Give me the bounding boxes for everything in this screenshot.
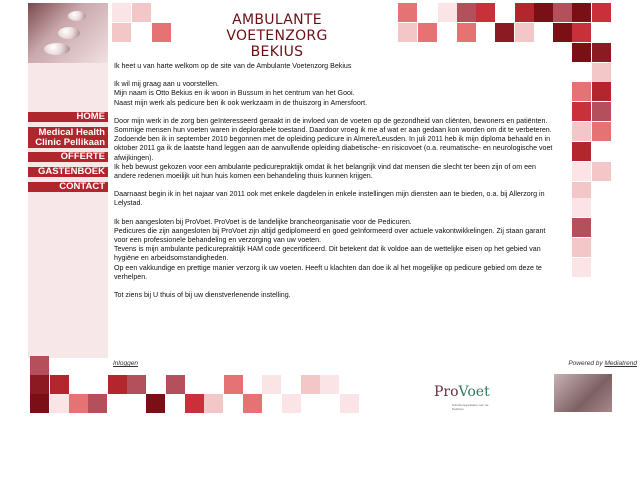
decor-square [282, 394, 301, 413]
main-content [114, 62, 554, 309]
decor-square [457, 3, 476, 22]
decor-square [592, 162, 611, 181]
decor-square [398, 3, 417, 22]
site-title [182, 12, 372, 60]
decor-square [515, 23, 534, 42]
decor-square [572, 238, 591, 257]
decor-square [204, 394, 223, 413]
decor-square [515, 3, 534, 22]
decor-square [398, 23, 417, 42]
water-drop-icon [44, 43, 70, 55]
decor-square [572, 82, 591, 101]
decor-square [572, 122, 591, 141]
decor-square [243, 394, 262, 413]
nav-contact[interactable]: CONTACT [28, 182, 108, 192]
decor-square [224, 375, 243, 394]
nav-home[interactable]: HOME [28, 112, 108, 122]
decor-square [301, 375, 320, 394]
powered-by-label: Powered by [568, 360, 603, 367]
provoet-wordmark [434, 384, 490, 400]
nav-medical-health-line1: Medical Health [38, 127, 105, 138]
decor-square [592, 122, 611, 141]
decor-square [127, 375, 146, 394]
decor-square [592, 82, 611, 101]
decor-square [572, 102, 591, 121]
decor-square [320, 375, 339, 394]
nav-gastenboek[interactable]: GASTENBOEK [28, 167, 108, 177]
decor-square [185, 394, 204, 413]
decor-square [495, 23, 514, 42]
decor-square [112, 23, 131, 42]
decor-square [572, 43, 591, 62]
site-title-line2: BEKIUS [250, 44, 304, 60]
decor-square [572, 142, 591, 161]
decor-square [88, 394, 107, 413]
decor-square [262, 375, 281, 394]
water-drops-logo [28, 3, 108, 63]
decor-square [69, 394, 88, 413]
mediatrend-link[interactable]: Mediatrend [604, 360, 637, 367]
intro-paragraph: Ik wil mij graag aan u voorstellen. Mijn naam is Otto Bekius en ik woon in Bussum in het centrum van het Gooi. Naast mijn werk als pedicure ben ik ook werkzaam in de thuiszorg in Amersfoort. [114, 80, 368, 107]
decor-square [146, 394, 165, 413]
nav-medical-health-line2: Clinic Pellikaan [35, 137, 105, 148]
provoet-tagline: brancheorganisatie voor de Pedicure [452, 403, 489, 411]
decor-square [50, 394, 69, 413]
site-title-line1: AMBULANTE VOETENZORG [226, 12, 328, 44]
decor-square [340, 394, 359, 413]
decor-square [572, 218, 591, 237]
decor-square [572, 3, 591, 22]
decor-square [476, 3, 495, 22]
decor-square [553, 3, 572, 22]
decor-square [592, 63, 611, 82]
decor-square [438, 3, 457, 22]
decor-square [592, 43, 611, 62]
decor-square [30, 375, 49, 394]
decor-square [534, 3, 553, 22]
provoet-voet: Voet [458, 384, 490, 400]
login-link[interactable]: Inloggen [113, 360, 138, 367]
decor-square [30, 394, 49, 413]
provoet-paragraph: Ik ben aangesloten bij ProVoet. ProVoet is de landelijke brancheorganisatie voor de Pedicuren. Pedicures die zijn aangesloten bij ProVoet zijn altijd gediplomeerd en goed geïnformeerd over actuele vakontwikkelingen. Zij staan garant voor een professionele behandeling en verzorging van uw voeten. Tevens is mijn ambulante pedicurepraktijk HAM code gecertificeerd. Dit betekent dat ik voldoe aan de wettelijke eisen op het gebied van hygiëne en arbeidsomstandigheden. Op een vakkundige en prettige manier verzorg ik uw voeten. Heeft u klachten dan doe ik al het mogelijke op pedicure gebied om deze te verhelpen. [114, 217, 546, 281]
decor-square [553, 23, 572, 42]
decor-square [30, 356, 49, 375]
decor-square [166, 375, 185, 394]
decor-square [572, 198, 591, 217]
institutions-paragraph: Daarnaast begin ik in het najaar van 2011 ook met enkele dagdelen in enkele instellingen mijn diensten aan te bieden, o.a. bij Allerzorg in Lelystad. [114, 190, 545, 208]
decor-square [572, 23, 591, 42]
decor-square [572, 258, 591, 277]
closing-paragraph: Tot ziens bij U thuis of bij uw dienstverlenende instelling. [114, 291, 291, 300]
water-drop-icon [68, 11, 86, 21]
water-drop-icon [58, 27, 80, 39]
decor-square [457, 23, 476, 42]
nav-medical-health-clinic[interactable] [28, 127, 108, 148]
decor-square [152, 23, 171, 42]
decor-square [50, 375, 69, 394]
decor-square [132, 3, 151, 22]
decor-square [418, 23, 437, 42]
decor-square [572, 162, 591, 181]
background-paragraph: Door mijn werk in de zorg ben geïnteresseerd geraakt in de invloed van de voeten op de gezondheid van cliënten, bewoners en patiënten. Sommige mensen hun voeten waren in deplorabele toestand. Daardoor vroeg ik me af wat er aan gedaan kon worden om dit te verbeteren. Zodoende ben ik in september 2010 begonnen met de opleiding pedicure in Almere/Leusden. In juli 2011 heb ik mijn diploma behaald en in oktober 2011 ga ik de laatste hand leggen aan de aanvullende opleiding diabetische- en risicovoet (o.a. reumatische- en neurologische voet afwijkingen). Ik heb bewust gekozen voor een ambulante pedicurepraktijk omdat ik het belangrijk vind dat mensen die slecht ter been zijn of om een andere redenen moeilijk uit hun huis komen een behandeling thuis kunnen krijgen. [114, 116, 553, 181]
decor-square [112, 3, 131, 22]
decor-square [592, 102, 611, 121]
provoet-logo[interactable] [434, 376, 492, 412]
sidebar [28, 63, 108, 358]
powered-by [568, 360, 637, 367]
nav-offerte[interactable]: OFFERTE [28, 152, 108, 162]
decor-square [108, 375, 127, 394]
pedicure-photo [554, 374, 612, 412]
decor-square [592, 3, 611, 22]
welcome-paragraph: Ik heet u van harte welkom op de site van de Ambulante Voetenzorg Bekius [114, 62, 352, 70]
provoet-pro: Pro [434, 384, 459, 400]
